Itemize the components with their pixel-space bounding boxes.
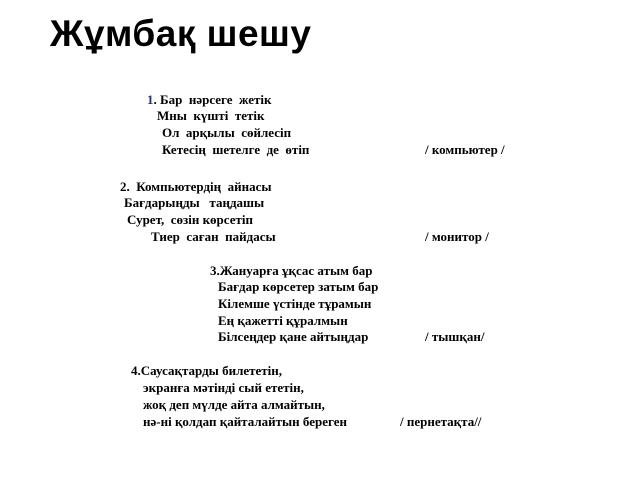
riddle-2-line-4: Тиер саған пайдасы [151,229,276,244]
riddle-3-answer: / тышқан/ [425,329,485,344]
riddle-2-line-1: 2. Компьютердің айнасы [120,179,272,194]
riddle-4-line-1: 4.Саусақтарды билететін, [131,363,283,378]
riddle-3-line-4: Ең қажетті құралмын [218,313,348,328]
riddle-1-number: 1 [147,92,154,107]
riddle-3-line-3: Кілемше үстінде тұрамын [218,296,372,311]
riddle-3-line-5: Білсеңдер қане айтыңдар [218,329,369,344]
riddle-4-line-3: жоқ деп мүлде айта алмайтын, [143,397,325,412]
riddle-3-line-1: 3.Жануарға ұқсас атым бар [210,263,373,278]
riddle-1-line-1: 1. Бар нәрсеге жетік [147,92,272,107]
riddle-4-answer: / пернетақта// [400,414,482,429]
riddle-4-line-2: экранға мәтінді сый ететін, [143,380,304,395]
riddle-4-line-4: нә-ні қолдап қайталайтын береген [143,414,347,429]
riddle-2-line-2: Бағдарыңды таңдашы [124,195,265,210]
page-title: Жұмбақ шешу [50,13,312,54]
riddle-2-line-3: Сурет, сөзін көрсетіп [127,212,253,227]
riddle-2-answer: / монитор / [425,229,489,244]
riddle-3-line-2: Бағдар көрсетер затым бар [218,279,379,294]
riddle-1-line-4: Кетесің шетелге де өтіп [162,142,310,157]
riddle-1-answer: / компьютер / [425,142,505,157]
riddle-1-line-3: Ол арқылы сөйлесіп [162,125,292,140]
riddle-1-line-2: Мны күшті тетік [157,108,265,123]
